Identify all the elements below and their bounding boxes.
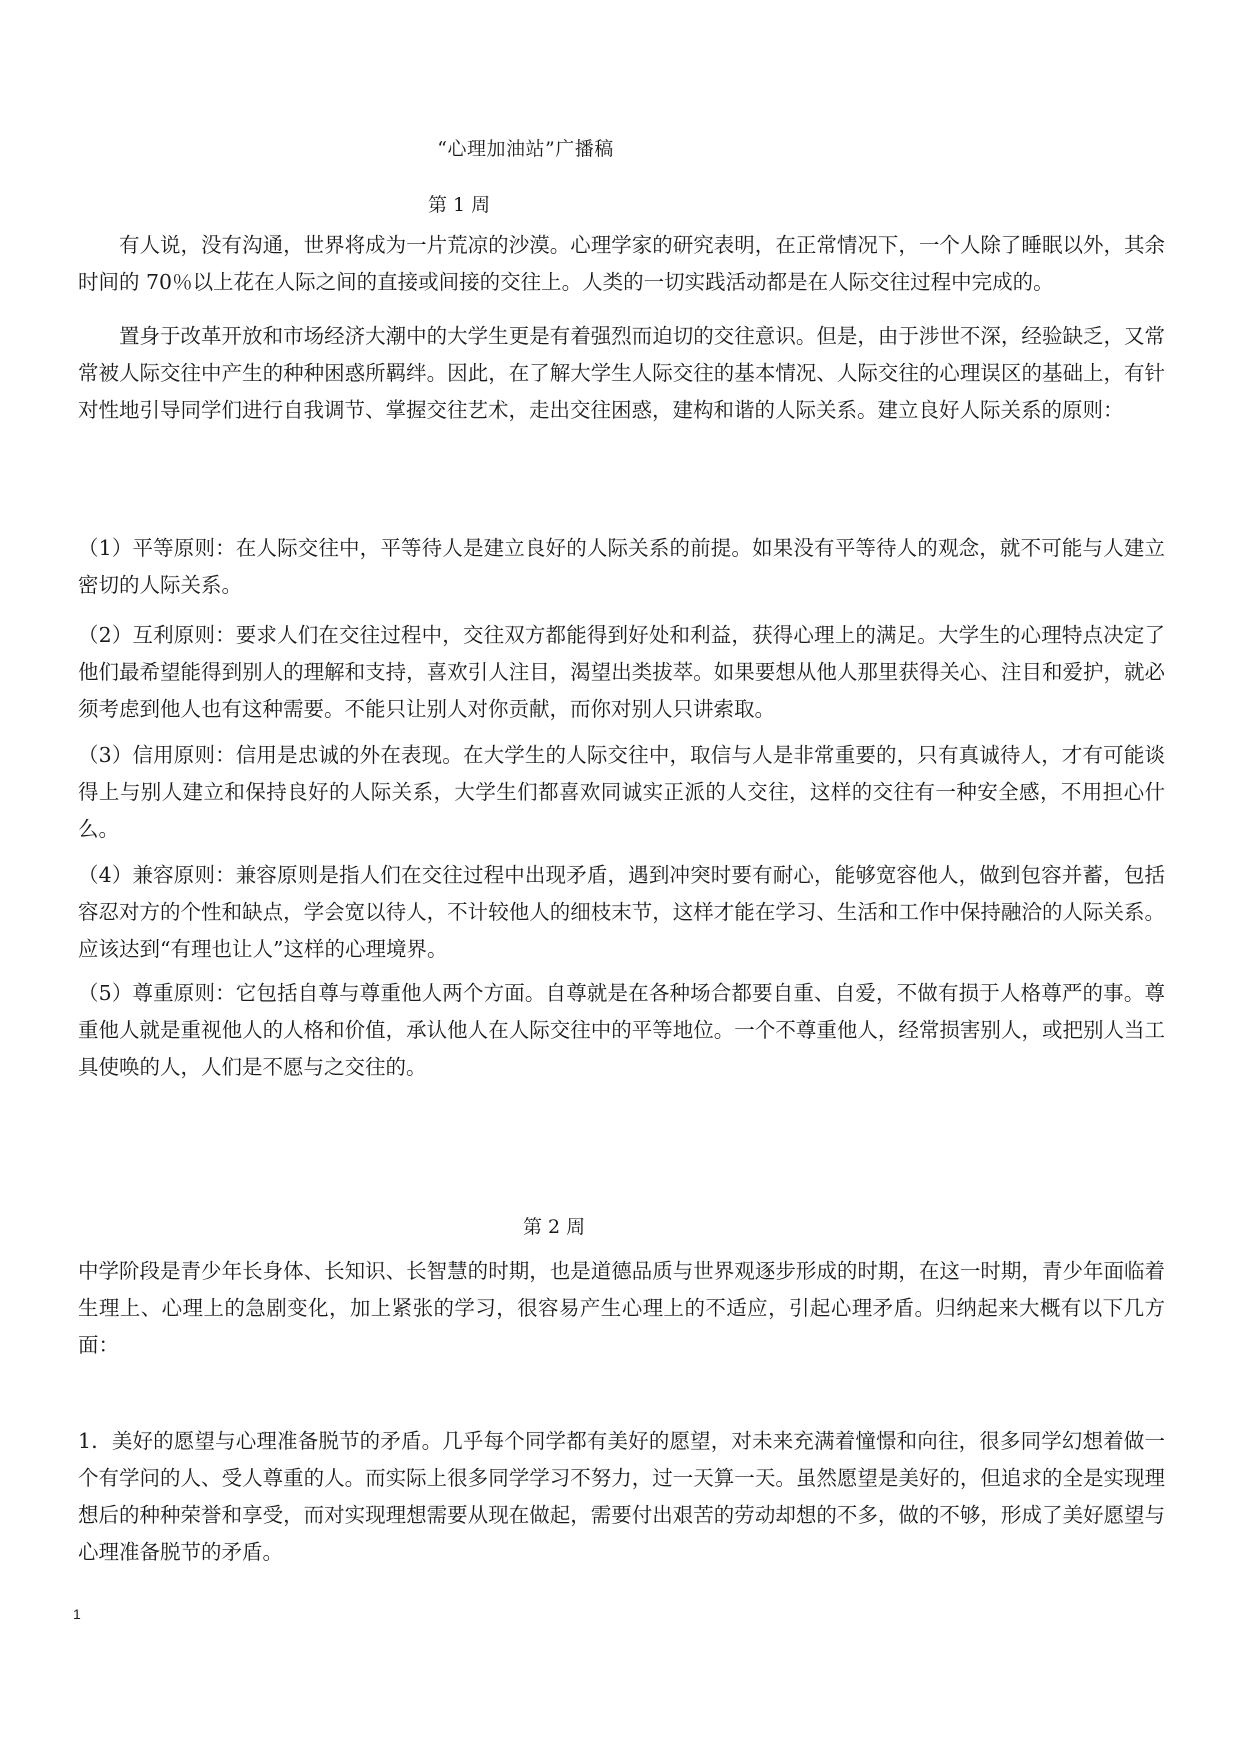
week-2-intro: 中学阶段是青少年长身体、长知识、长智慧的时期，也是道德品质与世界观逐步形成的时期，在这一时期，青少年面临着生理上、心理上的急剧变化，加上紧张的学习，很容易产生心理上的不适应，引起心理矛盾。归纳起来大概有以下几方面： [78, 1259, 1165, 1357]
page-number: 1 [73, 1606, 81, 1622]
principle-credit: （3）信用原则：信用是忠诚的外在表现。在大学生的人际交往中，取信与人是非常重要的，只有真诚待人，才有可能谈得上与别人建立和保持良好的人际关系，大学生们都喜欢同诚实正派的人交往，这样的交往有一种安全感，不用担心什么。 [78, 743, 1165, 841]
document-title: “心理加油站”广播稿 [437, 138, 614, 160]
principle-mutual-benefit: （2）互利原则：要求人们在交往过程中，交往双方都能得到好处和利益，获得心理上的满足。大学生的心理特点决定了他们最希望能得到别人的理解和支持，喜欢引人注目，渴望出类拔萃。如果要想从他人那里获得关心、注目和爱护，就必须考虑到他人也有这种需要。不能只让别人对你贡献，而你对别人只讲索取。 [78, 623, 1165, 721]
week-2-item-1: 1．美好的愿望与心理准备脱节的矛盾。几乎每个同学都有美好的愿望，对未来充满着憧憬和向往，很多同学幻想着做一个有学问的人、受人尊重的人。而实际上很多同学学习不努力，过一天算一天。虽然愿望是美好的，但追求的全是实现理想后的种种荣誉和享受，而对实现理想需要从现在做起，需要付出艰苦的劳动却想的不多，做的不够，形成了美好愿望与心理准备脱节的矛盾。 [78, 1429, 1165, 1564]
week-1-heading: 第 1 周 [428, 194, 491, 216]
week-1-paragraph-2: 置身于改革开放和市场经济大潮中的大学生更是有着强烈而迫切的交往意识。但是，由于涉世不深，经验缺乏，又常常被人际交往中产生的种种困惑所羁绊。因此，在了解大学生人际交往的基本情况、人际交往的心理误区的基础上，有针对性地引导同学们进行自我调节、掌握交往艺术，走出交往困惑，建构和谐的人际关系。建立良好人际关系的原则： [78, 324, 1165, 422]
principle-tolerance: （4）兼容原则：兼容原则是指人们在交往过程中出现矛盾，遇到冲突时要有耐心，能够宽容他人，做到包容并蓄，包括容忍对方的个性和缺点，学会宽以待人，不计较他人的细枝末节，这样才能在学习、生活和工作中保持融洽的人际关系。应该达到“有理也让人”这样的心理境界。 [78, 863, 1165, 961]
principle-equality: （1）平等原则：在人际交往中，平等待人是建立良好的人际关系的前提。如果没有平等待人的观念，就不可能与人建立密切的人际关系。 [78, 536, 1165, 597]
week-1-paragraph-1: 有人说，没有沟通，世界将成为一片荒凉的沙漠。心理学家的研究表明，在正常情况下，一个人除了睡眠以外，其余时间的 70％以上花在人际之间的直接或间接的交往上。人类的一切实践活动都是在人际交往过程中完成的。 [78, 233, 1165, 294]
week-2-heading: 第 2 周 [523, 1216, 586, 1238]
principle-respect: （5）尊重原则：它包括自尊与尊重他人两个方面。自尊就是在各种场合都要自重、自爱，不做有损于人格尊严的事。尊重他人就是重视他人的人格和价值，承认他人在人际交往中的平等地位。一个不尊重他人，经常损害别人，或把别人当工具使唤的人，人们是不愿与之交往的。 [78, 981, 1165, 1079]
